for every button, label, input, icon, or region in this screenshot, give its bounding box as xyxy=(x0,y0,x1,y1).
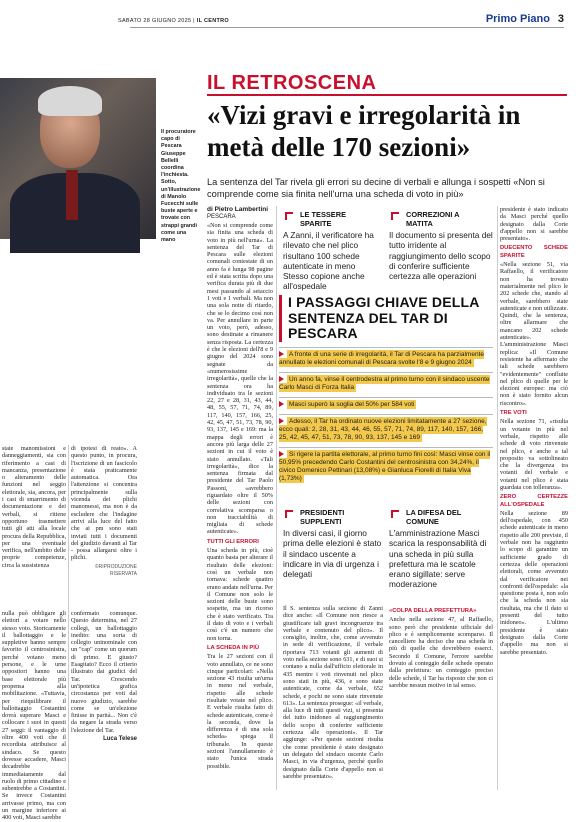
red-bracket-icon xyxy=(283,508,295,520)
photo-caption: Il procuratore capo di Pescara Giuseppe Bellelli coordina l'inchiesta. Sotto, un'illustrazione di Manolo Fucecchi sulle buste aperte e trovate con strappi grandi come una mano xyxy=(161,129,201,244)
paragraph: «Nella sezione 51, via Raffaello, il verificatore non ha trovato materialmente nel plico le 202 schede che, stando al verbale, sarebbero state autenticate e non utilizzate. Quindi, che la sentenza, oltre allarmare che mancano 202 schede autenticate». L'amministrazione Masci replica: «Il Comune resistente ha affermato che tali schede sarebbero "evidentemente" confluite nel plico di quelle per le elezioni europee: ma ciò non è stato fornito alcun riscontro». xyxy=(500,261,568,407)
key-point: A fronte di una serie di irregolarità, il Tar di Pescara ha parzialmente annullato le elezioni comunali di Pescara svolte l'8 e 9 giugno 2024 xyxy=(279,347,493,367)
column-divider xyxy=(68,445,69,790)
paragraph: nulla può obbligare gli elettori a votare nello stesso voto. Storicamente il ballottaggio e le suppletive hanno sempre favorito il centrosinistra, perché votano meno persone, e le urne oppositori hanno una base elettorale più propensa alla mobilitazione. «Tuttavia, per riequilibrare il ballottaggio Costantini dovrà superare Masci e collocare i suoi in questi 27 seggi: il vantaggio di oltre 400 voti che il recordista attribuisce al sindaco. Se questo dovesse accadere, Masci decadrebbe immediatamente dal ruolo di primo cittadino e subentrebbe a Costantini. Se invece Costantini arrivasse primo, ma con un margine inferiore ai 400 voti, Masci sarebbe xyxy=(2,610,66,822)
box-body-difesa: L'amministrazione Masci scarica la responsabilità di una scheda in più sulla prefettura ma le scatole erano sigillate: serve moderazione xyxy=(389,528,487,590)
dateline: PESCARA xyxy=(207,214,236,220)
section-subhead: ZERO CERTEZZE ALL'OSPEDALE xyxy=(500,494,568,508)
box-title-difesa: LA DIFESA DEL COMUNE xyxy=(406,508,462,526)
article-column-3 xyxy=(283,605,383,793)
column-divider xyxy=(276,206,277,790)
key-point: Adesso, il Tar ha ordinato nuove elezioni limitatamente a 27 sezione, ecco quali: 2, 28, 31, 43, 44, 46, 55, 57, 71, 74, 89, 117, 140, 157, 166, 25, 42, 45, 47, 51, 73, 78, 90, 93, 137, 145 e 169 xyxy=(279,414,493,442)
article-column-4 xyxy=(500,206,568,792)
paragraph: di ipotesi di reato». A questo punto, in procura, l'iscrizione di un fascicolo è stata praticamente automatica. Ora l'attenzione si concentra principalmente sulla vicenda dei plichi manomessi, ma non è da escludere che l'indagine arrivi alla luce del fatto che ai pm sono stati inviati tutti i documenti del giudizio davanti al Tar - possa allargarsi oltre i plichi. xyxy=(71,445,137,562)
section-subhead: DUECENTO SCHEDE SPARITE xyxy=(500,245,568,259)
kicker: IL RETROSCENA xyxy=(207,72,377,94)
key-point: Masci superò la soglia del 50% per 584 voti xyxy=(279,397,493,409)
red-bracket-icon xyxy=(389,210,401,222)
side-column-d xyxy=(71,610,137,794)
section-name: Primo Piano xyxy=(485,13,550,25)
box-body-correzioni: Il documento si presenta del tutto irridente al raggiungimento dello scopo di conferire sufficiente certezza alle operazioni xyxy=(389,230,493,282)
headline: «Vizi gravi e irregolarità in metà delle 170 sezioni» xyxy=(207,100,521,162)
header-rule xyxy=(130,27,564,28)
paragraph: Anche nella sezione 47, al Raffaello, sono però che presidente ufficiale del plico e è semplicemente scomparso. Il cancelliere ha deciso che una scheda in più di quelle che dovrebbero esserci. Secondo il Comune, l'errore sarebbe dovuto al conteggio delle schede operato dalla prefettura: un conteggio preciso delle schede, il Tar ha risposto che non ci sarebbe nessun motivo in tal senso. xyxy=(389,616,493,689)
article-column-3b xyxy=(389,605,493,793)
paragraph: Il S. sentenza sulla sezione di Zanni dice anche: «Il Comune non riesce a giustificare tali gravi incongruenze tra verbale e contenuto del plico». Il consiglio, inoltre, che, come avvenuto in sede di verificazione, il verbale riportava 713 votanti gli aumenti di voto nella sezione sono 631, e di suoi si contano a nulla dall'ufficio elettorale in 435 mentre i voti rinvenuti nel plico sono stati in più, 436, e sono state autenticate, come da verbale, 652 schede, e pochi ne sono state rinvenute 613». La sentenza prosegue: «il verbale, alla luce di tutti questi vizi, si presenta del tutto inidoneo al raggiungimento dello scopo di conferire sufficiente certezza alle operazioni». Il Tar aggiunge: «Per queste sezioni risulta che come presidente è stato designato un delegato del sindaco uscente Carlo Masci, in via d'urgenza, perché quello designato dalla Corte d'appello non si sarebbe presentato». xyxy=(283,605,383,780)
box-title-sparite: LE TESSERE SPARITE xyxy=(300,210,346,228)
header-date: SABATO 28 GIUGNO 2025 | IL CENTRO xyxy=(118,18,229,24)
author-signature: Luca Telese xyxy=(103,736,137,743)
key-points-title: I PASSAGGI CHIAVE DELLA SENTENZA DEL TAR DI PESCARA xyxy=(279,295,493,342)
author: di Pietro Lambertini xyxy=(207,206,269,213)
paragraph: Tra le 27 sezioni con il voto annullato, ce ne sono cinque particolari: «Nella sezione 43 risulta un'urna in meno nel verbale, rispetto alle schede risultate votate nel plico. E verbale risulta fatto di schede autenticate, come è la seconda, dove la differenza è di una sola scheda» spiega il tribunale. In queste sezioni l'annullamento è stato l'unica strada possibile. xyxy=(207,653,273,770)
section-subhead: LA SCHEDA IN PIÙ xyxy=(207,644,260,651)
box-body-sparite: A Zanni, il verificatore ha rilevato che nel plico risultano 100 schede autenticate in meno Stesso copione anche all'ospedale xyxy=(283,230,374,292)
kicker-rule xyxy=(207,94,567,96)
key-point: Si rigere la partita elettorale, al primo turno fini così: Masci vinse con il 50,95% precedendo Carlo Costantini del centrosinistra con 34,24%, il civico Domenico Pettinari (13,08%) e Gianluca Fiorelli di Italia Viva (1,73%) xyxy=(279,447,493,483)
key-points-box xyxy=(279,295,493,483)
section-subhead: TUTTI GLI ERRORI xyxy=(207,538,259,545)
paragraph: presidente è stato indicato da Masci perché quello designato dalla Corte d'appello non si sarebbe presentato». xyxy=(500,206,568,243)
key-point: Un anno fa, vinse il centrodestra al primo turno con il sindaco uscente Carlo Masci di Forza Italia xyxy=(279,372,493,392)
article-column-1 xyxy=(207,222,273,790)
byline xyxy=(207,206,268,220)
box-title-correzioni: CORREZIONI A MATITA xyxy=(406,210,460,228)
paragraph: «Non si comprende come sia finita una scheda di voto in più nell'urna». La sentenza del Tar di Pescara sulle elezioni comunali contestate di un anno fa è lunga 98 pagine ed è stata scritta dopo una verifica durata più di due mesi passando al setaccio 1 voti e 1 verbali. Ma non una sola notte di ritardo, che se lo decimo così non va. Per annullare in parte un voto, però, adesso, sono destinate a rimanere senza risposta. La certezza è che le elezioni dell'8 e 9 giugno del 2024 sono segnate da «numerosissime irregolarità», quelle che la sentenza ora ha individuato tra le sezioni 22, 27 e 28, 31, 43, 44, 48, 55, 57, 71, 74, 89, 117, 140, 157, 166, 25, 42, 45, 47, 51, 73, 78, 90, 93, 137, 145 e 169: ma la mappa degli errori è ancora più larga delle 27 sezioni in cui il voto è stato annullato. «Tali irregolarità», dice la sentenza firmata dal presidente del Tar Paolo Passoni, «avrebbero riguardato oltre il 50% delle sezioni con correlativa scomparsa o non tracciabilità di migliaia di schede autenticate». xyxy=(207,222,273,536)
red-bracket-icon xyxy=(389,508,401,520)
page-number: 3 xyxy=(557,13,564,25)
paragraph: Una scheda in più, cioè quanto basta per alterare il risultato delle elezioni: così un verbale non tornava: schede quattro erano andate nell'urna. Per il Comune non solo le sezioni delle buste sono sospette, ma un ricorso che è stato verificato. Tra il dato di voto e i verbali così c'è un numero che non torna. xyxy=(207,547,273,642)
prosecutor-photo xyxy=(0,78,156,239)
red-bracket-icon xyxy=(283,210,295,222)
subheadline: La sentenza del Tar rivela gli errori su decine di verbali e allunga i sospetti «Non si comprende come sia finita nell'urna una scheda di voto in più» xyxy=(207,177,545,199)
paragraph: Nella sezione 89 dell'ospedale, con 450 schede autenticate in meno rispetto alle 200 previste, il verbale non ha raggiunto lo scopo di garantire un sufficiente grado di certezza delle operazioni elettorali, come avvenuto dal verificatore nei confronti dell'ospedale: «la questione posta è, non solo che la scheda non sia risultata, ma che il dato si presenti del tutto inidoneo». L'ultimo presidente è stato designato dalla Corte d'appello ma non si sarebbe presentato. xyxy=(500,509,568,656)
box-title-supplenti: PRESIDENTI SUPPLENTI xyxy=(300,508,345,526)
paragraph: state manomissioni e danneggiamenti, sia con riferimento a casi di mancanza, presentazione o alteramento delle funzioni nel seggio elettorale, sia, ancora, per i casi di smarrimento di documentazione e dei verbali, si ritiene opportuno trasmettere tutti gli atti alla locale procura della Repubblica, per una eventuale verifica, nell'ambito delle proprie competenze, circa la sussistenza xyxy=(2,445,66,569)
paragraph: confermato comunque. Questo determina, nel 27 collegi, un ballottaggio inedito: una sorta di collegio uninominale con un "cap" come un quorum di primo. E giusto? Esagitato? Ecco il criterio illustrato dai giudici del Tar. Crescendo un'ipotetica grafica circostanza per voti dal nuovo giudizio, sarebbe come se un'elezione finisse in parità... Non c'è da negare la strada verso l'elezione del Tar. xyxy=(71,610,137,734)
section-subhead: TRE VOTI xyxy=(500,410,527,417)
paragraph: Nella sezione 71, «risulta un votante in più nel verbale, rispetto alle schede di voto rinvenute nel plico, e anche a tal proposito va sottolineato che la divergenza tra votanti del verbale e votanti nel plico è stata guardata con tolleranza». xyxy=(500,418,568,491)
column-divider xyxy=(497,206,498,790)
section-subhead: «COLPA DELLA PREFETTURA» xyxy=(389,608,477,614)
page-header xyxy=(0,0,580,26)
box-body-supplenti: In diversi casi, il giorno prima delle elezioni è stato il sindaco uscente a indicare in via di urgenza i delegati xyxy=(283,528,382,580)
side-column-c xyxy=(2,610,66,822)
copyright-note: ©RIPRODUZIONE RISERVATA xyxy=(94,563,137,578)
